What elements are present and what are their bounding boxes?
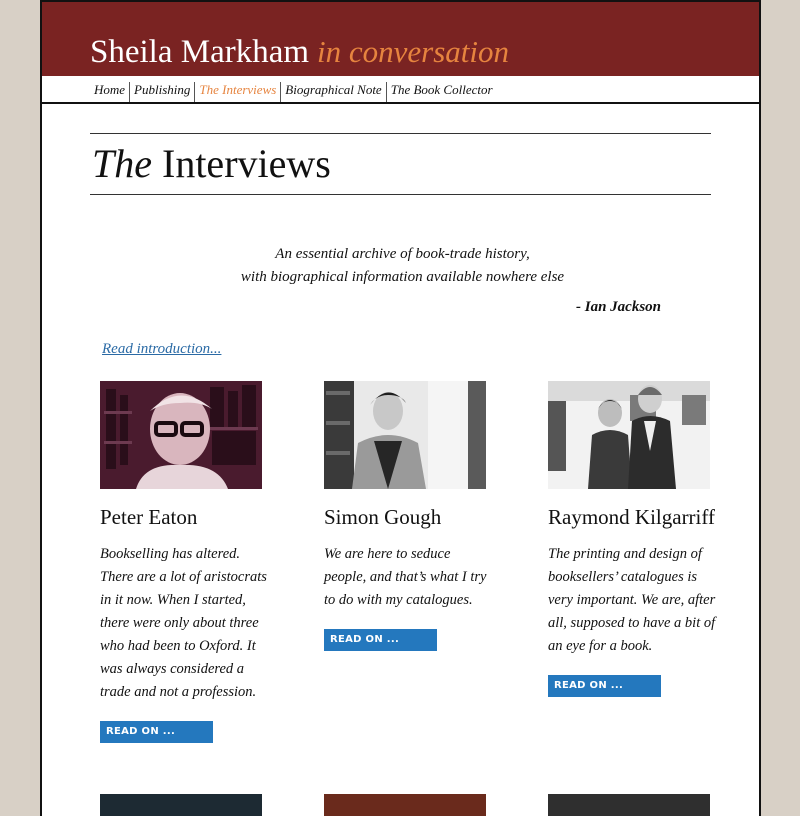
page-container — [40, 0, 761, 816]
portrait-photo[interactable] — [548, 381, 710, 489]
epigraph-quote — [42, 243, 761, 289]
epigraph-author: - Ian Jackson — [575, 299, 661, 315]
interview-card-raymond-kilgarriff — [548, 381, 720, 697]
site-tagline: in conversation — [317, 34, 510, 69]
portrait-photo[interactable] — [100, 381, 262, 489]
portrait-photo[interactable] — [324, 381, 486, 489]
nav-publishing[interactable]: Publishing — [130, 82, 195, 102]
read-introduction-link[interactable]: Read introduction... — [102, 341, 222, 357]
nav-the-interviews[interactable]: The Interviews — [195, 82, 281, 102]
read-on-button[interactable]: READ ON ... — [324, 629, 437, 651]
nav-biographical-note[interactable]: Biographical Note — [281, 82, 386, 102]
site-name[interactable]: Sheila Markham — [90, 34, 310, 70]
portrait-photo[interactable] — [548, 794, 710, 816]
interviewee-name[interactable]: Peter Eaton — [100, 505, 198, 529]
interviewee-name[interactable]: Simon Gough — [324, 505, 442, 529]
nav-the-book-collector[interactable]: The Book Collector — [390, 82, 493, 97]
nav-home[interactable]: Home — [92, 82, 130, 102]
page-title-block — [90, 133, 711, 195]
interviewee-name[interactable]: Raymond Kilgarriff — [548, 505, 715, 529]
interview-excerpt: The printing and design of booksellers’ catalogues is very important. We are, after all, supposed to have a bit of an eye for a book. — [548, 546, 716, 654]
page-title-em: The — [92, 141, 152, 186]
interview-excerpt: Bookselling has altered. There are a lot of aristocrats in it now. When I started, there were only about three who had been to Oxford. It was always considered a trade and not a profession. — [100, 546, 267, 700]
page-title-rest: Interviews — [162, 141, 331, 186]
interview-card-simon-gough — [324, 381, 496, 651]
portrait-photo[interactable] — [324, 794, 486, 816]
read-on-button[interactable]: READ ON ... — [548, 675, 661, 697]
epigraph-line-1: An essential archive of book-trade history, — [275, 246, 530, 262]
page-title — [92, 142, 711, 186]
masthead — [42, 2, 759, 76]
main-nav — [42, 76, 759, 104]
read-on-button[interactable]: READ ON ... — [100, 721, 213, 743]
portrait-photo[interactable] — [100, 794, 262, 816]
epigraph-line-2: with biographical information available nowhere else — [240, 269, 565, 285]
interview-excerpt: We are here to seduce people, and that’s what I try to do with my catalogues. — [324, 546, 487, 608]
interview-card-peter-eaton — [100, 381, 272, 743]
